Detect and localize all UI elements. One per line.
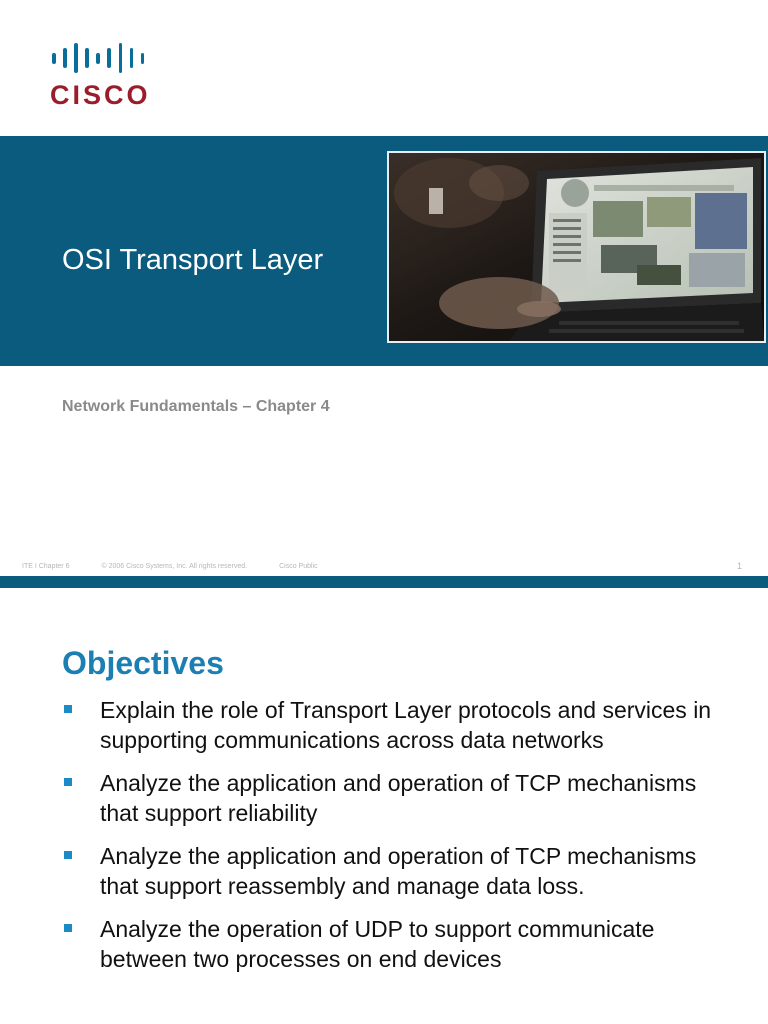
objectives-slide — [0, 588, 768, 1024]
footer-copyright: © 2006 Cisco Systems, Inc. All rights reserved. — [101, 563, 248, 570]
bullet-text: Analyze the operation of UDP to support communicate between two processes on end devices — [100, 916, 655, 972]
list-item — [62, 842, 722, 901]
person-using-laptop-photo-icon — [389, 153, 764, 341]
slide-footer — [22, 563, 318, 570]
title-band — [0, 136, 768, 366]
list-item — [62, 696, 722, 755]
bullet-text: Explain the role of Transport Layer protocols and services in supporting communications across data networks — [100, 697, 712, 753]
footer-course: ITE I Chapter 6 — [22, 563, 70, 570]
bullet-text: Analyze the application and operation of TCP mechanisms that support reliability — [100, 770, 697, 826]
cisco-logo — [50, 42, 175, 110]
footer-classification: Cisco Public — [279, 563, 318, 570]
cisco-wordmark: CISCO — [50, 80, 151, 110]
slide-divider — [0, 576, 768, 588]
square-bullet-icon — [64, 851, 72, 859]
bullet-text: Analyze the application and operation of TCP mechanisms that support reassembly and manage data loss. — [100, 843, 697, 899]
square-bullet-icon — [64, 705, 72, 713]
objectives-title: Objectives — [62, 645, 224, 681]
objectives-list — [62, 696, 722, 988]
laptop-photo — [387, 151, 766, 343]
slide-title: OSI Transport Layer — [62, 244, 324, 276]
list-item — [62, 769, 722, 828]
slide-subtitle: Network Fundamentals – Chapter 4 — [62, 398, 330, 415]
square-bullet-icon — [64, 924, 72, 932]
square-bullet-icon — [64, 778, 72, 786]
cisco-bars-icon — [52, 42, 175, 74]
list-item — [62, 915, 722, 974]
page-number: 1 — [736, 561, 742, 571]
